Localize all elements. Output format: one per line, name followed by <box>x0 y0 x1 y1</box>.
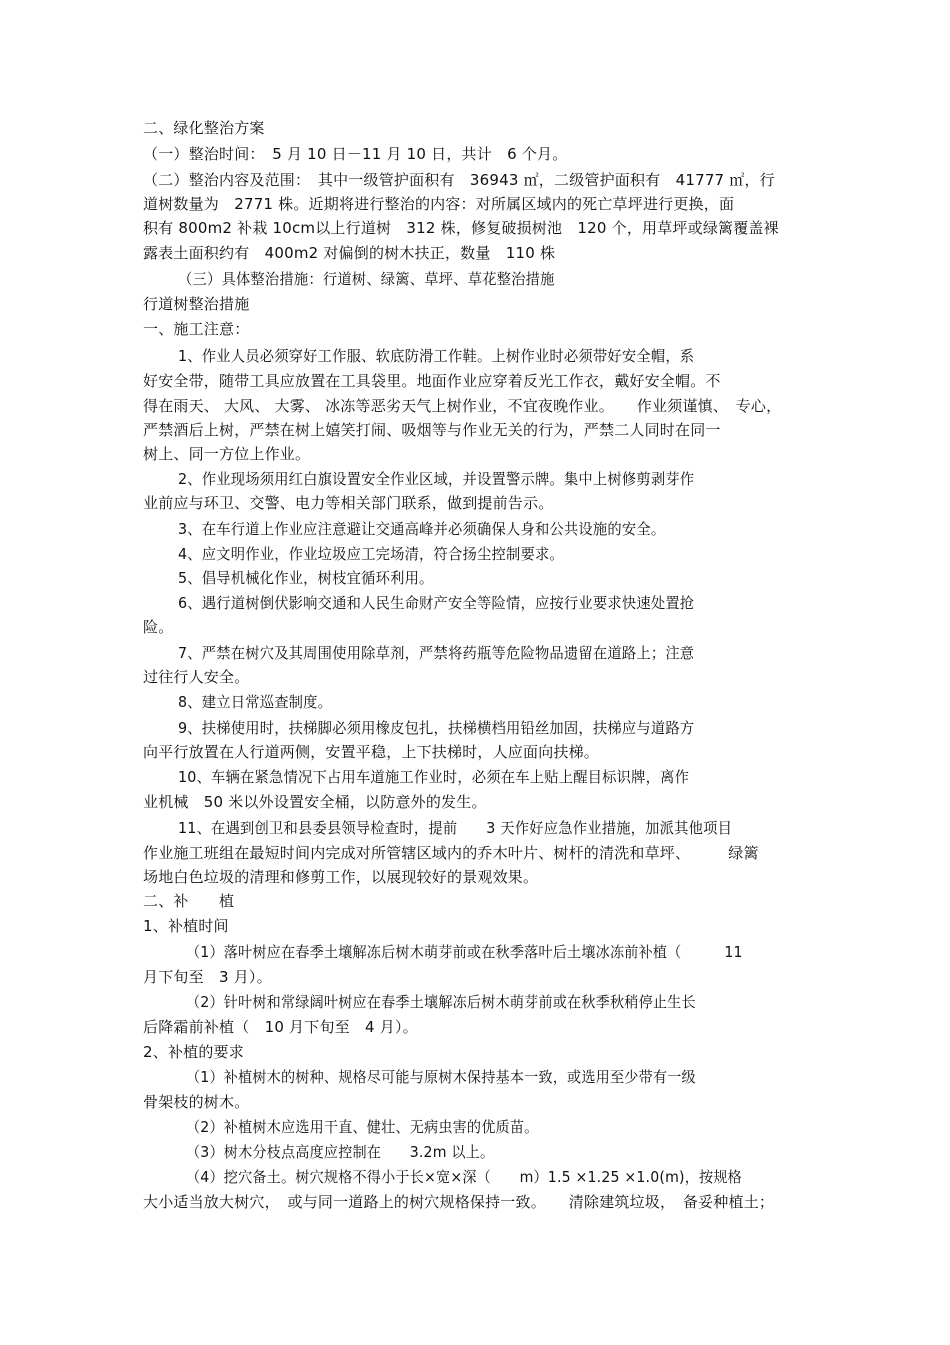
paragraph-line: （一）整治时间： 5 月 10 日－11 月 10 日，共计 6 个月。 <box>143 145 568 163</box>
subsection-heading: 2、补植的要求 <box>143 1043 244 1061</box>
paragraph-line: 得在雨天、 大风、 大雾、 冰冻等恶劣天气上树作业，不宜夜晚作业。 作业须谨慎、 专心， <box>143 397 782 415</box>
paragraph-line: 大小适当放大树穴， 或与同一道路上的树穴规格保持一致。 清除建筑垃圾， 备妥种植土； <box>143 1193 775 1211</box>
paragraph-line: 积有 800m2 补栽 10cm以上行道树 312 株，修复破损树池 120 个，用草坪或绿篱覆盖裸 <box>143 219 779 237</box>
paragraph-line: 5、倡导机械化作业，树枝宜循环利用。 <box>178 569 434 587</box>
paragraph-line: 9、扶梯使用时，扶梯脚必须用橡皮包扎，扶梯横档用铅丝加固，扶梯应与道路方 <box>178 719 695 737</box>
paragraph-line: 骨架枝的树木。 <box>143 1093 250 1111</box>
paragraph-line: 过往行人安全。 <box>143 668 250 686</box>
paragraph-line: 险。 <box>143 618 174 636</box>
paragraph-line: 露表土面积约有 400m2 对偏倒的树木扶正，数量 110 株 <box>143 244 556 262</box>
paragraph-line: （3）树木分枝点高度应控制在 3.2m 以上。 <box>186 1143 495 1161</box>
paragraph-line: 11、在遇到创卫和县委县领导检查时，提前 3 天作好应急作业措施，加派其他项目 <box>178 819 733 837</box>
paragraph-line: 作业施工班组在最短时间内完成对所管辖区域内的乔木叶片、树杆的清洗和草坪、 绿篱 <box>143 844 759 862</box>
paragraph-line: （1）补植树木的树种、规格尽可能与原树木保持基本一致，或选用至少带有一级 <box>186 1068 696 1086</box>
paragraph-line: 1、作业人员必须穿好工作服、软底防滑工作鞋。上树作业时必须带好安全帽，系 <box>178 347 695 365</box>
paragraph-line: 10、车辆在紧急情况下占用车道施工作业时，必须在车上贴上醒目标识牌，离作 <box>178 768 690 786</box>
section-heading: 一、施工注意： <box>143 320 250 338</box>
section-heading: 二、补 植 <box>143 892 235 910</box>
paragraph-line: （2）针叶树和常绿阔叶树应在春季土壤解冻后树木萌芽前或在秋季秋稍停止生长 <box>186 993 696 1011</box>
paragraph-line: 4、应文明作业，作业垃圾应工完场清，符合扬尘控制要求。 <box>178 545 564 563</box>
paragraph-line: 7、严禁在树穴及其周围使用除草剂，严禁将药瓶等危险物品遗留在道路上；注意 <box>178 644 695 662</box>
paragraph-line: 向平行放置在人行道两侧，安置平稳，上下扶梯时，人应面向扶梯。 <box>143 743 600 761</box>
paragraph-line: 2、作业现场须用红白旗设置安全作业区域，并设置警示牌。集中上树修剪剥芽作 <box>178 470 695 488</box>
paragraph-line: 8、建立日常巡查制度。 <box>178 693 333 711</box>
subsection-heading: （三）具体整治措施：行道树、绿篱、草坪、草花整治措施 <box>178 270 555 288</box>
paragraph-line: （1）落叶树应在春季土壤解冻后树木萌芽前或在秋季落叶后土壤冰冻前补植（ 11 <box>186 943 743 961</box>
paragraph-line: 业前应与环卫、交警、电力等相关部门联系，做到提前告示。 <box>143 494 554 512</box>
paragraph-line: 后降霜前补植（ 10 月下旬至 4 月）。 <box>143 1018 418 1036</box>
paragraph-line: 业机械 50 米以外设置安全桶，以防意外的发生。 <box>143 793 487 811</box>
paragraph-line: 树上、同一方位上作业。 <box>143 445 311 463</box>
paragraph-line: 好安全带，随带工具应放置在工具袋里。地面作业应穿着反光工作衣，戴好安全帽。不 <box>143 372 721 390</box>
paragraph-line: 道树数量为 2771 株。近期将进行整治的内容：对所属区域内的死亡草坪进行更换，面 <box>143 195 735 213</box>
paragraph-line: 严禁酒后上树，严禁在树上嬉笑打闹、吸烟等与作业无关的行为，严禁二人同时在同一 <box>143 421 721 439</box>
paragraph-line: 3、在车行道上作业应注意避让交通高峰并必须确保人身和公共设施的安全。 <box>178 520 666 538</box>
paragraph-line: （2）补植树木应选用干直、健壮、无病虫害的优质苗。 <box>186 1118 539 1136</box>
section-heading: 二、绿化整治方案 <box>143 119 265 137</box>
section-heading: 行道树整治措施 <box>143 295 250 313</box>
paragraph-line: （二）整治内容及范围： 其中一级管护面积有 36943 ㎡，二级管护面积有 41777 ㎡，行 <box>143 171 775 189</box>
paragraph-line: 月下旬至 3 月）。 <box>143 968 272 986</box>
paragraph-line: 场地白色垃圾的清理和修剪工作，以展现较好的景观效果。 <box>143 868 539 886</box>
paragraph-line: 6、遇行道树倒伏影响交通和人民生命财产安全等险情，应按行业要求快速处置抢 <box>178 594 695 612</box>
paragraph-line: （4）挖穴备土。树穴规格不得小于长×宽×深（ m）1.5 ×1.25 ×1.0(m)，按规格 <box>186 1168 742 1186</box>
subsection-heading: 1、补植时间 <box>143 917 229 935</box>
